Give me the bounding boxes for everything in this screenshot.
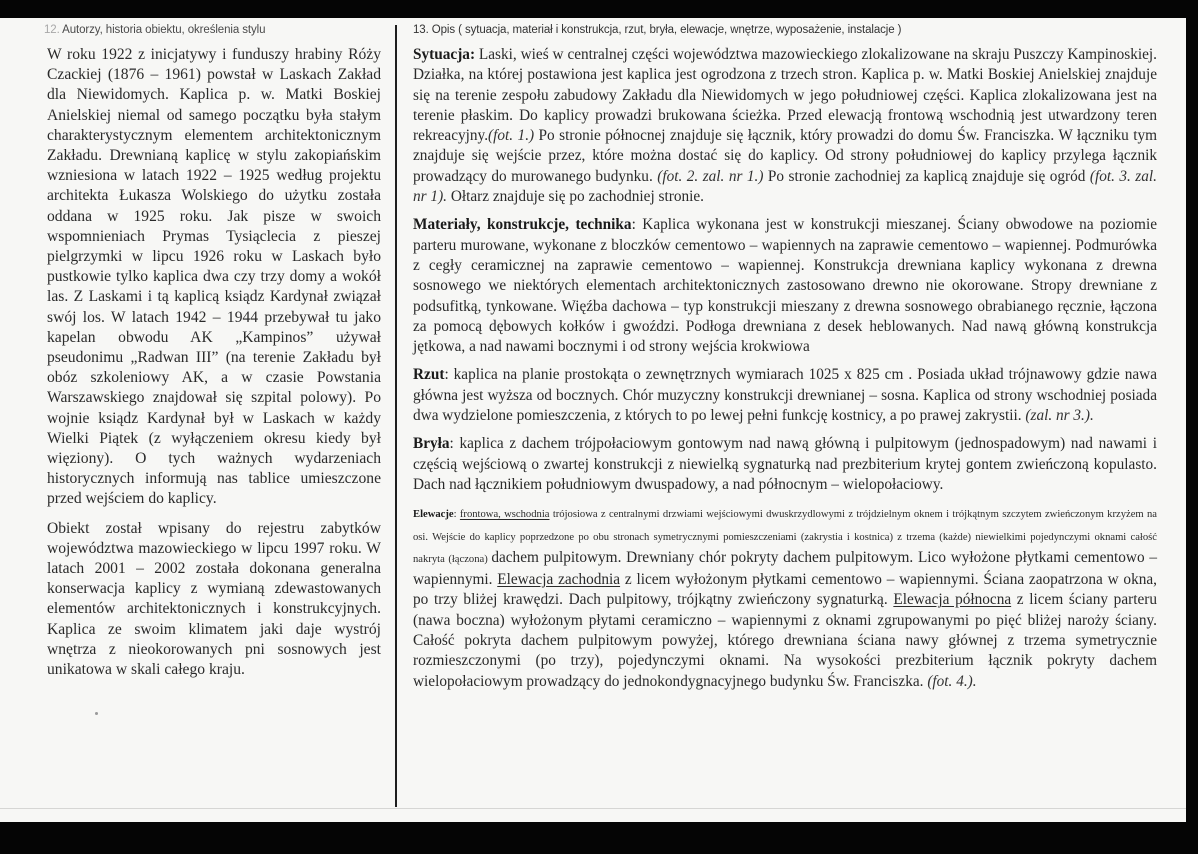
materialy-label: Materiały, konstrukcje, technika xyxy=(413,216,632,234)
photo-ref-3: (fot. 3. zal. nr 1). xyxy=(413,167,1157,206)
section-heading-13: 13. Opis ( sytuacja, materiał i konstrukcja, rzut, bryła, elewacje, wnętrze, wyposażenie, instalacje ) xyxy=(413,24,902,36)
materialy-paragraph xyxy=(413,215,1157,357)
rzut-label: Rzut xyxy=(413,366,445,384)
bottom-rule xyxy=(0,808,1186,809)
rzut-text: : kaplica na planie prostokąta o zewnętrznych wymiarach 1025 x 825 cm . Posiada układ trójnawowy gdzie nawa główna jest wyższa od bocznych. Chór muzyczny konstrukcji drewnianej – sosna. Kaplica od strony wschodniej posiada dwa wydzielone pomieszczenia, z których to po lewej pełni funkcję kostnicy, a po prawej zakrystii. xyxy=(413,366,1157,425)
document-page xyxy=(0,18,1186,822)
north-elevation-label: Elewacja północna xyxy=(893,591,1012,609)
sytuacja-text-1: Laski, wieś w centralnej części województwa mazowieckiego zlokalizowane na skraju Puszczy Kampinoskiej. Działka, na której postawiona jest kaplica jest ogrodzona z trzech stron. Kaplica p. w. Matki Boskiej Anielskiej znajduje się na terenie zespołu zabudowy Zakładu dla Niewidomych w jego południowej części. Kaplica zlokalizowana jest na terenie płaskim. Do kaplicy prowadzi brukowana ścieżka. Przed elewacją frontową wschodnią jest utwardzony teren rekreacyjny. xyxy=(413,46,1157,145)
photo-ref-2: (fot. 2. zal. nr 1.) xyxy=(657,167,764,185)
scan-speck xyxy=(95,712,98,715)
section-heading-12 xyxy=(44,24,381,36)
right-column xyxy=(413,24,1157,700)
west-elevation-label: Elewacja zachodnia xyxy=(497,571,621,589)
column-divider xyxy=(395,25,397,807)
history-paragraph: W roku 1922 z inicjatywy i funduszy hrabiny Róży Czackiej (1876 – 1961) powstał w Laskach Zakład dla Niewidomych. Kaplica p. w. Matki Boskiej Anielskiej niemal od samego początku była stałym charakterystycznym elementem architektonicznym Zakładu. Drewnianą kaplicę w stylu zakopiańskim wzniesiona w latach 1922 – 1925 według projektu architekta Łukasza Wolskiego do użytku została oddana w 1925 roku. Jak pisze w swoich wspomnieniach Prymas Tysiąclecia z pieszej pielgrzymki w lipcu 1926 roku w Laskach było pustkowie tylko kaplica dwa czy trzy domy a wokół las. Z Laskami i tą kaplicą ksiądz Kardynał związał swój los. W latach 1942 – 1944 przebywał tu jako kapelan obwodu AK „Kampinos” używał pseudonimu „Radwan III” (na terenie Zakładu był obóz szkoleniowy AK, a w czasie Powstania Warszawskiego znajdował się szpital polowy). Po wojnie ksiądz Kardynał był w Laskach w każdy Wielki Piątek (z wyłączeniem okresu kiedy był więziony). O tych ważnych wydarzeniach historycznych informują nas tablice umieszczone przed wejściem do kaplicy. xyxy=(47,46,381,508)
elewacje-label: Elewacje xyxy=(413,509,454,521)
section-number: 12. xyxy=(44,24,60,36)
elewacje-text-3: z licem ściany parteru (nawa boczna) wyłożonym płytami ceramiczno – wapiennymi z oknami zgrupowanymi po pięć bliżej naroży ściany. Całość pokryta dachem pulpitowym powyżej, którego drewniana ściana nawy głównej z trzema symetrycznie rozmieszczonymi (po trzy), pojedynczymi oknami. Na wysokości prezbiterium łącznik pokryty dachem wielopołaciowym prowadzący do jednokondygnacyjnego budynku Św. Franciszka. xyxy=(413,591,1157,690)
sytuacja-label: Sytuacja: xyxy=(413,46,476,63)
bryla-paragraph xyxy=(413,434,1157,495)
bryla-text: : kaplica z dachem trójpołaciowym gontowym nad nawą główną i pulpitowym (jednospadowym) nad nawami i częścią wejściową o zwartej konstrukcji z niewielką sygnaturką nad prezbiterium krytej gontem zwieńczoną kopulasto. Dach nad łącznikiem południowym dwuspadowy, a nad północnym – wielopołaciowy. xyxy=(413,435,1157,493)
elewacje-text-2: z licem wyłożonym płytkami cementowo – wapiennymi. Ściana zaopatrzona w okna, po trzy bliżej krawędzi. Dach pulpitowy, trójkątny zwieńczony sygnaturką. xyxy=(413,571,1157,609)
elewacje-text-1: dachem pulpitowym. Drewniany chór pokryty dachem pulpitowym. Lico wyłożone płytkami cementowo – wapiennymi. xyxy=(413,548,1157,589)
sytuacja-text-3: Po stronie zachodniej za kaplicą znajduje się ogród xyxy=(763,167,1090,185)
section-title: Autorzy, historia obiektu, określenia stylu xyxy=(62,24,266,36)
attachment-ref: (zal. nr 3.). xyxy=(1025,407,1094,425)
rzut-paragraph xyxy=(413,365,1157,426)
front-elevation-text: trójosiowa z centralnymi drzwiami wejściowymi dwuskrzydlowymi z trójdzielnym oknem i trójkątnym szczytem zwieńczonym krzyżem na osi. Wejście do kaplicy poprzedzone po obu stronach symetrycznymi pomieszczeniami (zakrystia i kostnica) z trzema (każde) niewielkimi pojedynczymi oknami całość nakryta (łączona) xyxy=(413,509,1157,565)
left-column xyxy=(44,24,381,689)
registry-paragraph: Obiekt został wpisany do rejestru zabytków województwa mazowieckiego w lipcu 1997 roku. W latach 2001 – 2002 została dokonana generalna konserwacja kaplicy z wymianą zdewastowanych elementów architektonicznych i konstrukcyjnych. Kaplica ze swoim klimatem jaki daje wystrój wnętrza z nieokorowanych pni sosnowych jest unikatowa w skali całego kraju. xyxy=(47,519,381,679)
photo-ref-1: (fot. 1.) xyxy=(488,127,535,145)
front-elevation-label: frontowa, wschodnia xyxy=(459,509,550,521)
sytuacja-text-4: Ołtarz znajduje się po zachodniej stronie. xyxy=(447,188,704,206)
elewacje-colon: : xyxy=(453,509,460,521)
materialy-text: : Kaplica wykonana jest w konstrukcji mieszanej. Ściany obwodowe na poziomie parteru murowane, wykonane z bloczków cementowo – wapiennych na zaprawie cementowo – wapiennej. Podmurówka z cegły ceramicznej na zaprawie cementowo – wapiennej. Konstrukcja drewniana kaplicy wykonana z drewna sosnowego we niektórych elementach architektonicznych zastosowano drewno nie okorowane. Stropy drewniane z podsufitką, tynkowane. Więźba dachowa – typ konstrukcji mieszany z drewna sosnowego obrabianego ręcznie, łączona za pomocą dębowych kołków i gwoździ. Podłoga drewniana z desek heblowanych. Nad nawą główną konstrukcja jętkowa, a nad nawami bocznymi i od strony wejścia krokwiowa xyxy=(413,216,1157,356)
bryla-label: Bryła xyxy=(413,435,450,453)
photo-ref-4: (fot. 4.). xyxy=(927,672,977,690)
sytuacja-text-2: Po stronie północnej znajduje się łącznik, który prowadzi do domu Św. Franciszka. W łączniku tym znajduje się wejście przez, które można dostać się do kaplicy. Od strony południowej do kaplicy przylega łącznik prowadzący do murowanego budynku. xyxy=(413,127,1157,185)
elewacje-paragraph xyxy=(413,503,1157,692)
sytuacja-paragraph xyxy=(413,45,1157,207)
